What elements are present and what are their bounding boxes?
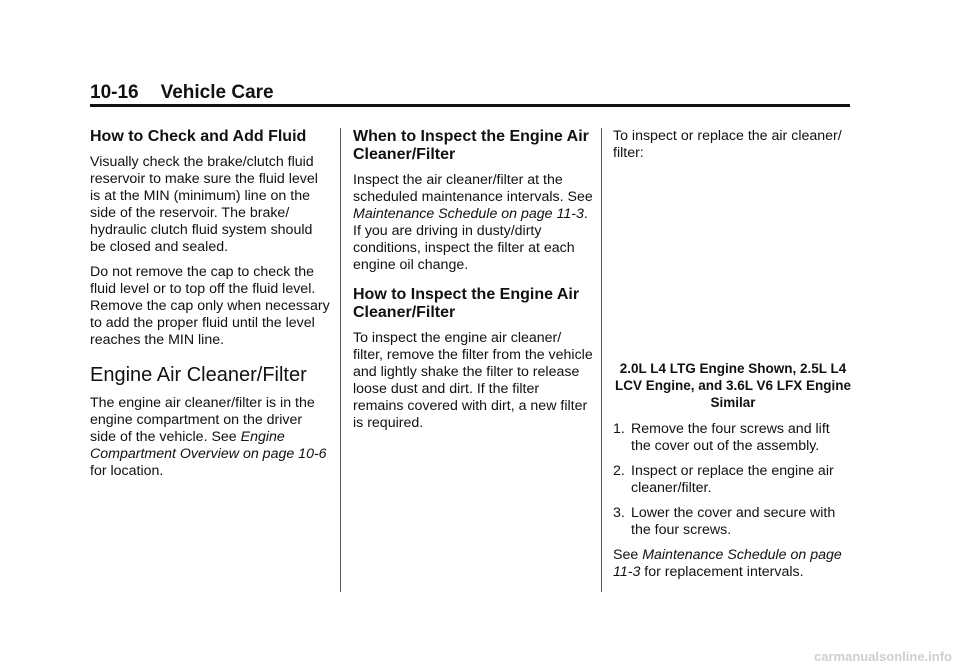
crossref-maintenance-schedule-2[interactable]: Maintenance Schedule on page 11-3 [613,547,842,580]
watermark: carmanualsonline.info [814,649,952,664]
paragraph-check-fluid: Visually check the brake/clutch fluid reservoir to make sure the fluid level is at the MIN (minimum) line on the side of the reservoir. The brake/ hydraulic clutch fluid system should be closed and sealed. [90,154,318,255]
paragraph-see-schedule [613,547,853,581]
column-middle [353,128,593,440]
illustration-area [613,170,853,360]
page-header [90,82,850,104]
crossref-maintenance-schedule[interactable]: Maintenance Schedule on page 11-3 [353,206,584,222]
paragraph-intro: To inspect or replace the air cleaner/ filter: [613,128,842,161]
heading-engine-air-cleaner: Engine Air Cleaner/Filter [90,364,307,386]
step-item [613,505,853,539]
step-item [613,463,853,497]
column-right [613,128,853,589]
steps-list [613,421,853,539]
paragraph-filter-location [90,395,330,480]
heading-when-to-inspect: When to Inspect the Engine Air Cleaner/Filter [353,128,589,163]
step-text: Remove the four screws and lift the cover out of the assembly. [631,421,830,454]
crossref-engine-compartment[interactable]: Engine Compartment Overview on page 10-6 [90,429,327,462]
text-segment: The engine air cleaner/filter is in the engine compartment on the driver side of the vehicle. See [90,395,315,445]
text-segment: . If you are driving in dusty/dirty conditions, inspect the filter at each engine oil change. [353,206,588,273]
heading-how-to-inspect: How to Inspect the Engine Air Cleaner/Filter [353,286,580,321]
step-number: 3. [613,505,625,521]
paragraph-cap-warning: Do not remove the cap to check the fluid level or to top off the fluid level. Remove the cap only when necessary to add the proper fluid until the level reaches the MIN line. [90,264,330,348]
section-title: Vehicle Care [160,82,274,103]
paragraph-inspect-intervals [353,172,593,274]
column-divider-left [340,128,341,592]
text-segment: Inspect the air cleaner/filter at the scheduled maintenance intervals. See [353,172,593,205]
column-left [90,128,330,488]
page-number: 10-16 [90,82,139,103]
step-item [613,421,853,455]
text-segment: See [613,547,643,563]
step-text: Inspect or replace the engine air cleaner/filter. [631,463,834,496]
column-divider-right [601,128,602,592]
step-text: Lower the cover and secure with the four screws. [631,505,836,538]
text-segment: for replacement intervals. [640,564,804,580]
heading-check-add-fluid: How to Check and Add Fluid [90,128,307,145]
step-number: 2. [613,463,625,479]
step-number: 1. [613,421,625,437]
header-rule [90,104,850,107]
illustration-caption: 2.0L L4 LTG Engine Shown, 2.5L L4 LCV Engine, and 3.6L V6 LFX Engine Similar [614,361,852,410]
text-segment: for location. [90,463,164,479]
paragraph-how-to-inspect: To inspect the engine air cleaner/ filter, remove the filter from the vehicle and lightly shake the filter to release loose dust and dirt. If the filter remains covered with dirt, a new filter is required. [353,330,593,431]
